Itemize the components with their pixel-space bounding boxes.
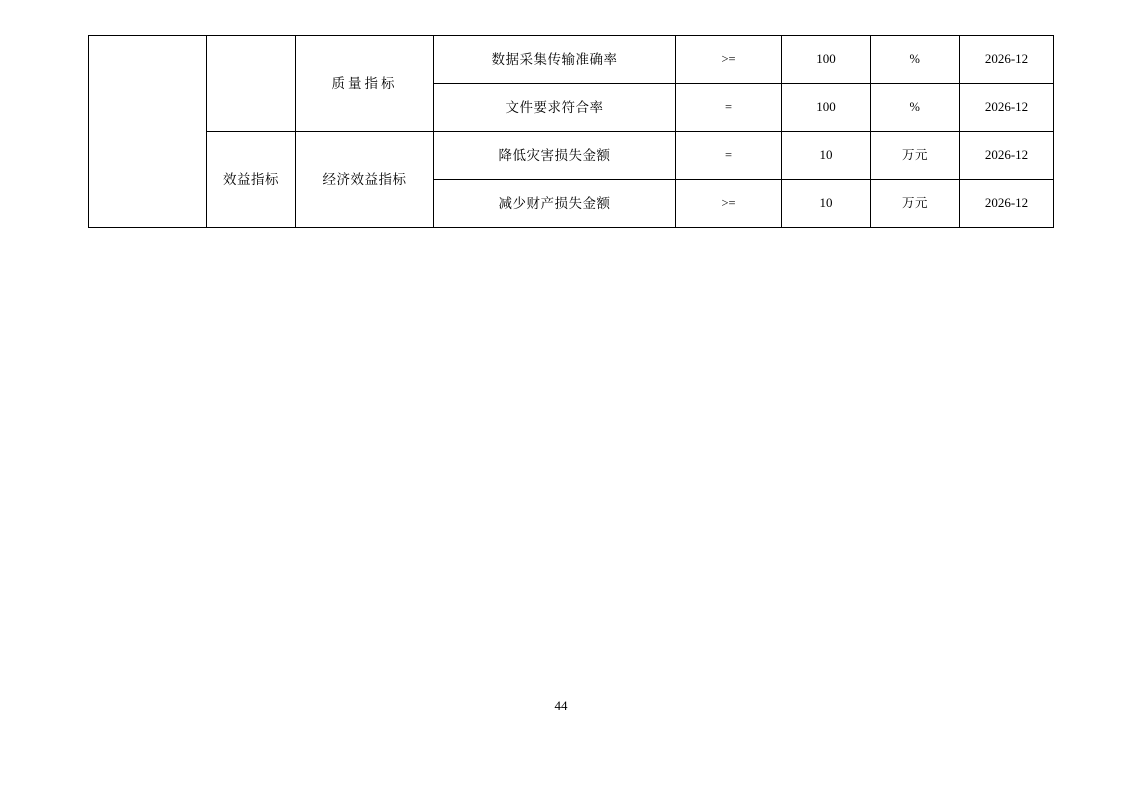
cell-subcategory [207, 36, 296, 132]
indicator-group-label: 质量指标 [331, 75, 398, 91]
cell-indicator-name [434, 132, 676, 180]
indicator-name-label: 减少财产损失金额 [498, 195, 611, 211]
cell-operator [676, 132, 782, 180]
operator-label: >= [721, 196, 736, 211]
cell-unit [871, 132, 960, 180]
indicator-name-label: 降低灾害损失金额 [498, 147, 611, 163]
cell-value [782, 36, 871, 84]
subcategory-label: 效益指标 [223, 171, 279, 187]
cell-operator [676, 180, 782, 228]
unit-label: % [909, 100, 921, 115]
performance-indicator-table [88, 35, 1054, 228]
operator-label: = [724, 100, 733, 115]
date-label: 2026-12 [984, 51, 1029, 67]
value-label: 100 [816, 51, 836, 67]
cell-indicator-name [434, 180, 676, 228]
operator-label: >= [721, 52, 736, 67]
date-label: 2026-12 [984, 195, 1029, 211]
cell-unit [871, 180, 960, 228]
cell-date [960, 132, 1054, 180]
page-number: 44 [554, 698, 568, 713]
performance-indicator-table-wrapper [88, 35, 1033, 228]
cell-date [960, 84, 1054, 132]
indicator-name-label: 数据采集传输准确率 [491, 51, 618, 67]
cell-date [960, 36, 1054, 84]
operator-label: = [724, 148, 733, 163]
cell-indicator-group-economic [296, 132, 434, 228]
value-label: 10 [819, 195, 833, 211]
cell-operator [676, 84, 782, 132]
cell-date [960, 180, 1054, 228]
indicator-name-label: 文件要求符合率 [505, 99, 604, 115]
cell-value [782, 84, 871, 132]
cell-subcategory-benefit [207, 132, 296, 228]
cell-indicator-name [434, 36, 676, 84]
unit-label: 万元 [901, 196, 928, 211]
cell-operator [676, 36, 782, 84]
cell-value [782, 132, 871, 180]
date-label: 2026-12 [984, 147, 1029, 163]
cell-value [782, 180, 871, 228]
unit-label: % [909, 52, 921, 67]
table-row [89, 132, 1054, 180]
value-label: 100 [816, 99, 836, 115]
cell-indicator-name [434, 84, 676, 132]
date-label: 2026-12 [984, 99, 1029, 115]
cell-indicator-group-quality [296, 36, 434, 132]
indicator-group-label: 经济效益指标 [322, 171, 407, 187]
cell-category [89, 36, 207, 228]
cell-unit [871, 84, 960, 132]
unit-label: 万元 [901, 148, 928, 163]
value-label: 10 [819, 147, 833, 163]
cell-unit [871, 36, 960, 84]
table-row [89, 36, 1054, 84]
